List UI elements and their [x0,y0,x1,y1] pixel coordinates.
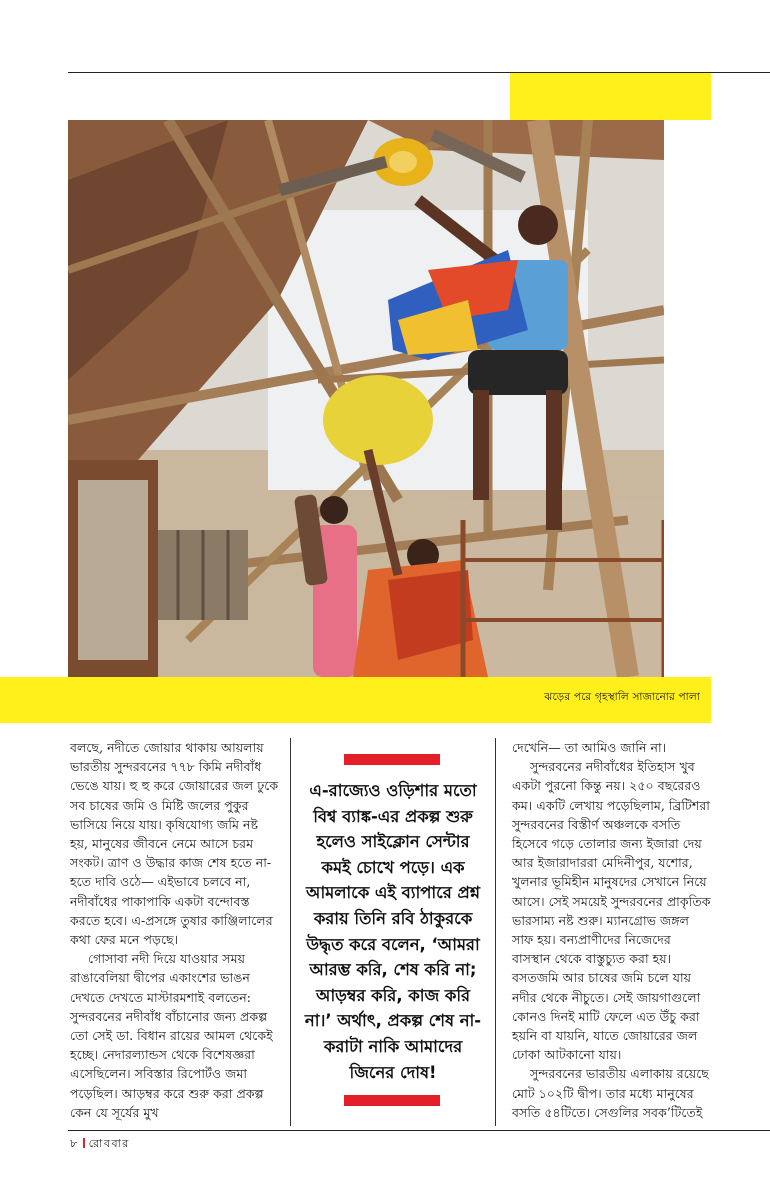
column-divider-left [290,738,291,1126]
folio-separator [83,1138,85,1148]
page-folio [70,1135,130,1154]
article-column-1 [70,738,280,1122]
column3-paragraph-2: সুন্দরবনের নদীবাঁধের ইতিহাস খুব একটা পুরনো কিন্তু নয়। ২৫০ বছরেরও কম। একটি লেখায় পড়েছিলাম, ব্রিটিশরা সুন্দরবনের বিস্তীর্ণ অঞ্চলকে বসতি হিসেবে গড়ে তোলার জন্য ইজারা দেয় আর ইজারাদাররা মেদিনীপুর, যশোর, খুলনার ভূমিহীন মানুষদের সেখানে নিয়ে আসে। সেই সময়েই সুন্দরবনের প্রাকৃতিক ভারসাম্য নষ্ট শুরু। ম্যানগ্রোভ জঙ্গল সাফ হয়। বন্যপ্রাণীদের নিজেদের বাসস্থান থেকে বাস্তুচ্যুত করা হয়। বসতজমি আর চাষের জমি চলে যায় নদীর থেকে নীচুতে। সেই জায়গাগুলো কোনও দিনই মাটি ফেলে এত উঁচু করা হয়নি বা যায়নি, যাতে জোয়ারের জল ঢোকা আটকানো যায়। [512,759,711,1063]
pullquote-text: এ-রাজ্যেও ওড়িশার মতো বিশ্ব ব্যাঙ্ক-এর প্রকল্প শুরু হলেও সাইক্লোন সেন্টার কমই চোখে পড়ে। এক আমলাকে এই ব্যাপারে প্রশ্ন করায় তিনি রবি ঠাকুরকে উদ্ধৃত করে বলেন, ‘আমরা আরম্ভ করি, শেষ করি না; আড়ম্বর করি, কাজ করি না।’ অর্থাৎ, প্রকল্প শেষ না-করাটা নাকি আমাদের জিনের দোষ! [304,781,482,1082]
column-divider-right [495,738,496,1126]
section-name: রোববার [88,1137,130,1150]
bottom-rule [68,1130,770,1131]
article-column-3 [512,738,712,1122]
column3-paragraph-3: সুন্দরবনের ভারতীয় এলাকায় রয়েছে মোট ১০২টি দ্বীপ। তার মধ্যে মানুষের বসতি ৫৪টিতে। সেগুলির সবক’টিতেই [512,1066,709,1120]
yellow-accent-block-top [510,73,711,120]
pullquote-red-bar-bottom [344,1095,440,1106]
pullquote [300,778,486,1085]
column3-paragraph-1: দেখেনি— তা আমিও জানি না। [512,740,667,755]
page-number: ৮ [70,1137,79,1150]
column1-paragraph-2: গোসাবা নদী দিয়ে যাওয়ার সময় রাঙাবেলিয়া দ্বীপের একাংশের ভাঙন দেখতে দেখতে মাস্টারমশাই বলতেন: সুন্দরবনের নদীবাঁধ বাঁচানোর জন্য প্রকল্প তো সেই ডা. বিধান রায়ের আমল থেকেই হচ্ছে। নেদারল্যান্ডস থেকে বিশেষজ্ঞরা এসেছিলেন। সবিস্তার রিপোর্টও জমা পড়েছিল। আড়ম্বর করে শুরু করা প্রকল্প কেন যে সূর্যের মুখ [70,951,273,1120]
column1-paragraph-1: বলছে, নদীতে জোয়ার থাকায় আয়লায় ভারতীয় সুন্দরবনের ৭৭৮ কিমি নদীবাঁধ ভেঙে যায়। হু হু করে জোয়ারের জল ঢুকে সব চাষের জমি ও মিষ্টি জলের পুকুর ভাসিয়ে নিয়ে যায়। কৃষিযোগ্য জমি নষ্ট হয়, মানুষের জীবনে নেমে আসে চরম সংকট। ত্রাণ ও উদ্ধার কাজ শেষ হতে না-হতে দাবি ওঠে— এইভাবে চলবে না, নদীবাঁধের পাকাপাকি একটা বন্দোবস্ত করতে হবে। এ-প্রসঙ্গে তুষার কাঞ্জিলালের কথা ফের মনে পড়ছে। [70,740,279,948]
article-photo [68,120,664,677]
photo-illustration [68,120,664,677]
pullquote-red-bar-top [344,754,440,765]
photo-caption: ঝড়ের পরে গৃহস্থালি সাজানোর পালা [544,691,700,703]
